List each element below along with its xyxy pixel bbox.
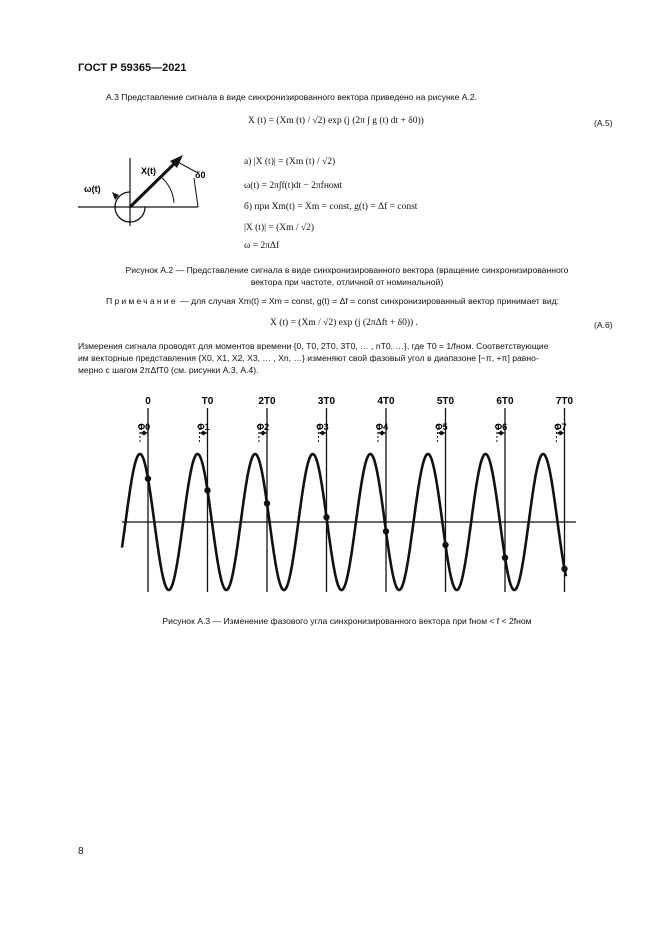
time-label: 6T0 (496, 396, 514, 407)
phase-label: Φ2 (256, 422, 270, 432)
time-label: T0 (201, 396, 214, 407)
equation-a6-number: (А.6) (594, 320, 613, 330)
figure-a3-caption: Рисунок А.3 — Изменение фазового угла синхронизированного вектора при fном < f < 2fном (162, 616, 532, 626)
equation-a5: X (t) = (Xm (t) / √2) exp (j (2π ∫ g (t) dt + δ0)) (248, 116, 424, 126)
sample-point (145, 475, 151, 481)
phase-label: Φ1 (197, 422, 210, 432)
delta-label: δ0 (195, 170, 206, 180)
time-label: 3T0 (317, 396, 336, 407)
phase-label: Φ7 (554, 422, 567, 432)
sample-point (383, 528, 389, 534)
time-label: 0 (145, 396, 151, 407)
fig-a2-magnitude: |X (t)| = (Xm / √2) (244, 223, 315, 233)
phase-label: Φ3 (316, 422, 329, 432)
equation-a5-number: (А.5) (594, 118, 613, 128)
sample-point (204, 487, 210, 493)
phase-label: Φ4 (375, 422, 389, 432)
measurement-paragraph-line3: мерно с шагом 2πΔfT0 (см. рисунки А.3, А.4). (78, 365, 259, 375)
note-text: — для случая Xm(t) = Xm = const, g(t) = Δf = const синхронизированный вектор принимает вид: (180, 296, 560, 306)
fig-a2-omega: ω = 2πΔf (244, 241, 280, 251)
sample-point (561, 566, 567, 572)
time-label: 2T0 (258, 396, 276, 407)
document-header: ГОСТ Р 59365—2021 (78, 62, 187, 74)
page-number: 8 (78, 846, 84, 857)
time-label: 5T0 (436, 396, 455, 407)
sample-point (323, 514, 329, 520)
sample-point (442, 542, 448, 548)
figure-a2-caption-line2: вектора при частоте, отличной от номинальной) (250, 277, 444, 287)
equation-a6: X (t) = (Xm / √2) exp (j (2πΔft + δ0)) . (270, 318, 418, 328)
fig-a2-line-b: б) при Xm(t) = Xm = const, g(t) = Δf = const (244, 202, 418, 212)
vector-label: X(t) (141, 166, 156, 176)
phase-label: Φ6 (494, 422, 508, 432)
time-label: 7T0 (555, 396, 574, 407)
phase-label: Φ5 (435, 422, 448, 432)
note-label: Примечание (106, 296, 178, 306)
omega-label: ω(t) (84, 184, 101, 194)
time-label: 4T0 (377, 396, 395, 407)
sample-point (264, 500, 270, 506)
fig-a2-line-a: а) |X (t)| = (Xm (t) / √2) (244, 157, 336, 167)
fig-a2-omega-definition: ω(t) = 2π∫f(t)dt − 2πfномt (244, 181, 343, 191)
sample-point (502, 554, 508, 560)
section-a3-intro: А.3 Представление сигнала в виде синхронизированного вектора приведено на рисунке А.2. (106, 92, 478, 102)
measurement-paragraph-line2: им векторные представления {X0, X1, X2, X3, … , Xn, …} изменяют свой фазовый угол в диапазоне [−π, +π] равно- (78, 353, 539, 363)
figure-a2-caption-line1: Рисунок А.2 — Представление сигнала в виде синхронизированного вектора (вращение синхронизированного (125, 265, 569, 275)
measurement-paragraph-line1: Измерения сигнала проводят для моментов времени {0, T0, 2T0, 3T0, … , nT0, …}, где T0 = 1/fном. Соответствующие (78, 341, 549, 351)
phase-label: Φ0 (137, 422, 151, 432)
